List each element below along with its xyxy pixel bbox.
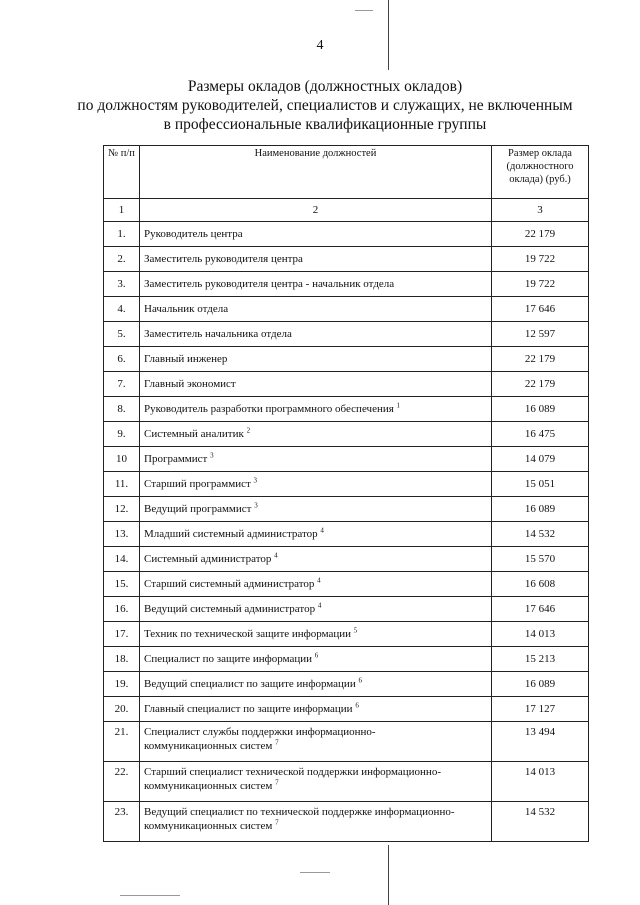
position-name-text: Начальник отдела <box>144 303 229 315</box>
table-row <box>104 397 589 422</box>
position-name <box>140 272 492 297</box>
salary-value: 19 722 <box>492 247 589 272</box>
position-name <box>140 247 492 272</box>
footnote-mark: 3 <box>253 476 258 485</box>
row-number: 17. <box>104 622 140 647</box>
position-name-text: Ведущий системный администратор <box>144 603 316 615</box>
table-row <box>104 272 589 297</box>
row-number: 18. <box>104 647 140 672</box>
row-number: 15. <box>104 572 140 597</box>
header-num: № п/п <box>104 146 140 199</box>
salary-value: 17 646 <box>492 597 589 622</box>
position-name-line-1: Старший специалист технической поддержки информационно- <box>144 766 441 778</box>
position-name <box>140 597 492 622</box>
salary-table <box>103 145 589 842</box>
table-row <box>104 572 589 597</box>
index-cell: 1 <box>104 199 140 222</box>
table-row <box>104 247 589 272</box>
salary-value: 14 532 <box>492 802 589 842</box>
table-row <box>104 697 589 722</box>
salary-value: 14 079 <box>492 447 589 472</box>
footnote-mark: 7 <box>275 818 279 827</box>
table-row <box>104 222 589 247</box>
position-name-text: Главный специалист по защите информации <box>144 703 353 715</box>
position-name <box>140 397 492 422</box>
row-number: 20. <box>104 697 140 722</box>
salary-value: 14 013 <box>492 762 589 802</box>
position-name <box>140 472 492 497</box>
row-number: 10 <box>104 447 140 472</box>
salary-value: 19 722 <box>492 272 589 297</box>
position-name <box>140 547 492 572</box>
table-row <box>104 672 589 697</box>
page-number: 4 <box>316 38 324 53</box>
scan-speck <box>355 10 373 11</box>
row-number: 12. <box>104 497 140 522</box>
position-name <box>140 322 492 347</box>
header-salary: Размер оклада (должностного оклада) (руб.) <box>492 146 589 199</box>
position-name-text: Главный экономист <box>144 378 236 390</box>
row-number: 13. <box>104 522 140 547</box>
row-number: 22. <box>104 762 140 802</box>
footnote-mark: 4 <box>274 551 278 560</box>
position-name-text: Главный инженер <box>144 353 228 365</box>
position-name-text: Заместитель руководителя центра <box>144 253 303 265</box>
table-row <box>104 522 589 547</box>
salary-value: 14 013 <box>492 622 589 647</box>
row-number: 1. <box>104 222 140 247</box>
position-name-text: Ведущий специалист по защите информации <box>144 678 356 690</box>
salary-value: 22 179 <box>492 347 589 372</box>
footnote-mark: 1 <box>396 401 401 410</box>
position-name <box>140 697 492 722</box>
table-row <box>104 447 589 472</box>
table-row <box>104 372 589 397</box>
salary-value: 16 608 <box>492 572 589 597</box>
footnote-mark: 4 <box>320 526 324 535</box>
position-name <box>140 422 492 447</box>
scan-speck <box>300 872 330 873</box>
table-row <box>104 547 589 572</box>
row-number: 8. <box>104 397 140 422</box>
position-name <box>140 297 492 322</box>
index-cell: 2 <box>140 199 492 222</box>
footnote-mark: 2 <box>246 426 251 435</box>
salary-value: 15 570 <box>492 547 589 572</box>
table-row <box>104 322 589 347</box>
row-number: 3. <box>104 272 140 297</box>
position-name <box>140 647 492 672</box>
salary-value: 22 179 <box>492 222 589 247</box>
row-number: 6. <box>104 347 140 372</box>
position-name-text: Техник по технической защите информации <box>144 628 352 640</box>
table-row <box>104 497 589 522</box>
salary-value: 16 089 <box>492 397 589 422</box>
position-name-text: Ведущий программист <box>144 503 252 515</box>
table-header-row <box>104 146 589 199</box>
row-number: 23. <box>104 802 140 842</box>
footnote-mark: 3 <box>210 451 214 460</box>
position-name <box>140 672 492 697</box>
position-name <box>140 722 492 762</box>
position-name-text: Специалист по защите информации <box>144 653 312 665</box>
position-name-line-1: Специалист службы поддержки информационно- <box>144 726 376 738</box>
position-name <box>140 572 492 597</box>
position-name-text: Руководитель разработки программного обеспечения <box>144 403 394 415</box>
footnote-mark: 6 <box>355 701 359 710</box>
position-name <box>140 497 492 522</box>
title-line-1: Размеры окладов (должностных окладов) <box>187 78 463 95</box>
salary-value: 15 051 <box>492 472 589 497</box>
footnote-mark: 6 <box>358 676 362 685</box>
footnote-mark: 7 <box>275 778 279 787</box>
scan-fold-line <box>388 0 389 70</box>
position-name-text: Руководитель центра <box>144 228 243 240</box>
table-row <box>104 597 589 622</box>
scan-fold-line <box>388 845 389 905</box>
salary-value: 17 646 <box>492 297 589 322</box>
row-number: 16. <box>104 597 140 622</box>
table-row <box>104 422 589 447</box>
position-name-text: Заместитель руководителя центра - начальник отдела <box>144 278 395 290</box>
row-number: 7. <box>104 372 140 397</box>
position-name <box>140 762 492 802</box>
position-name <box>140 522 492 547</box>
salary-value: 12 597 <box>492 322 589 347</box>
position-name-text: Старший программист <box>144 478 251 490</box>
row-number: 9. <box>104 422 140 447</box>
column-index-row <box>104 199 589 222</box>
salary-value: 13 494 <box>492 722 589 762</box>
table-row <box>104 647 589 672</box>
position-name-text: Программист <box>144 453 208 465</box>
row-number: 4. <box>104 297 140 322</box>
row-number: 21. <box>104 722 140 762</box>
footnote-mark: 7 <box>275 738 279 747</box>
table-row <box>104 472 589 497</box>
salary-value: 17 127 <box>492 697 589 722</box>
position-name-line-2: коммуникационных систем <box>144 820 273 832</box>
row-number: 14. <box>104 547 140 572</box>
position-name <box>140 802 492 842</box>
row-number: 11. <box>104 472 140 497</box>
salary-value: 16 089 <box>492 672 589 697</box>
footnote-mark: 4 <box>317 601 322 610</box>
position-name-text: Системный аналитик <box>144 428 244 440</box>
salary-value: 16 089 <box>492 497 589 522</box>
position-name-text: Системный администратор <box>144 553 272 565</box>
position-name-text: Заместитель начальника отдела <box>144 328 292 340</box>
position-name <box>140 372 492 397</box>
document-title <box>60 77 590 134</box>
table-row <box>104 722 589 762</box>
table-row <box>104 347 589 372</box>
row-number: 2. <box>104 247 140 272</box>
footnote-mark: 3 <box>254 501 258 510</box>
footnote-mark: 4 <box>317 576 321 585</box>
table-row <box>104 622 589 647</box>
index-cell: 3 <box>492 199 589 222</box>
table-row <box>104 762 589 802</box>
position-name <box>140 347 492 372</box>
position-name <box>140 447 492 472</box>
position-name-line-2: коммуникационных систем <box>144 740 273 752</box>
header-name: Наименование должностей <box>140 146 492 199</box>
title-line-3: в профессиональные квалификационные группы <box>163 116 487 133</box>
scan-speck <box>120 895 180 896</box>
title-line-2: по должностям руководителей, специалистов и служащих, не включенным <box>77 97 573 114</box>
position-name <box>140 622 492 647</box>
row-number: 5. <box>104 322 140 347</box>
salary-value: 16 475 <box>492 422 589 447</box>
table-row <box>104 297 589 322</box>
position-name-line-2: коммуникационных систем <box>144 780 273 792</box>
position-name-text: Старший системный администратор <box>144 578 315 590</box>
row-number: 19. <box>104 672 140 697</box>
position-name-line-1: Ведущий специалист по технической поддержке информационно- <box>144 806 455 818</box>
salary-value: 14 532 <box>492 522 589 547</box>
table-row <box>104 802 589 842</box>
footnote-mark: 6 <box>314 651 319 660</box>
position-name <box>140 222 492 247</box>
footnote-mark: 5 <box>353 626 358 635</box>
salary-value: 15 213 <box>492 647 589 672</box>
position-name-text: Младший системный администратор <box>144 528 318 540</box>
salary-value: 22 179 <box>492 372 589 397</box>
